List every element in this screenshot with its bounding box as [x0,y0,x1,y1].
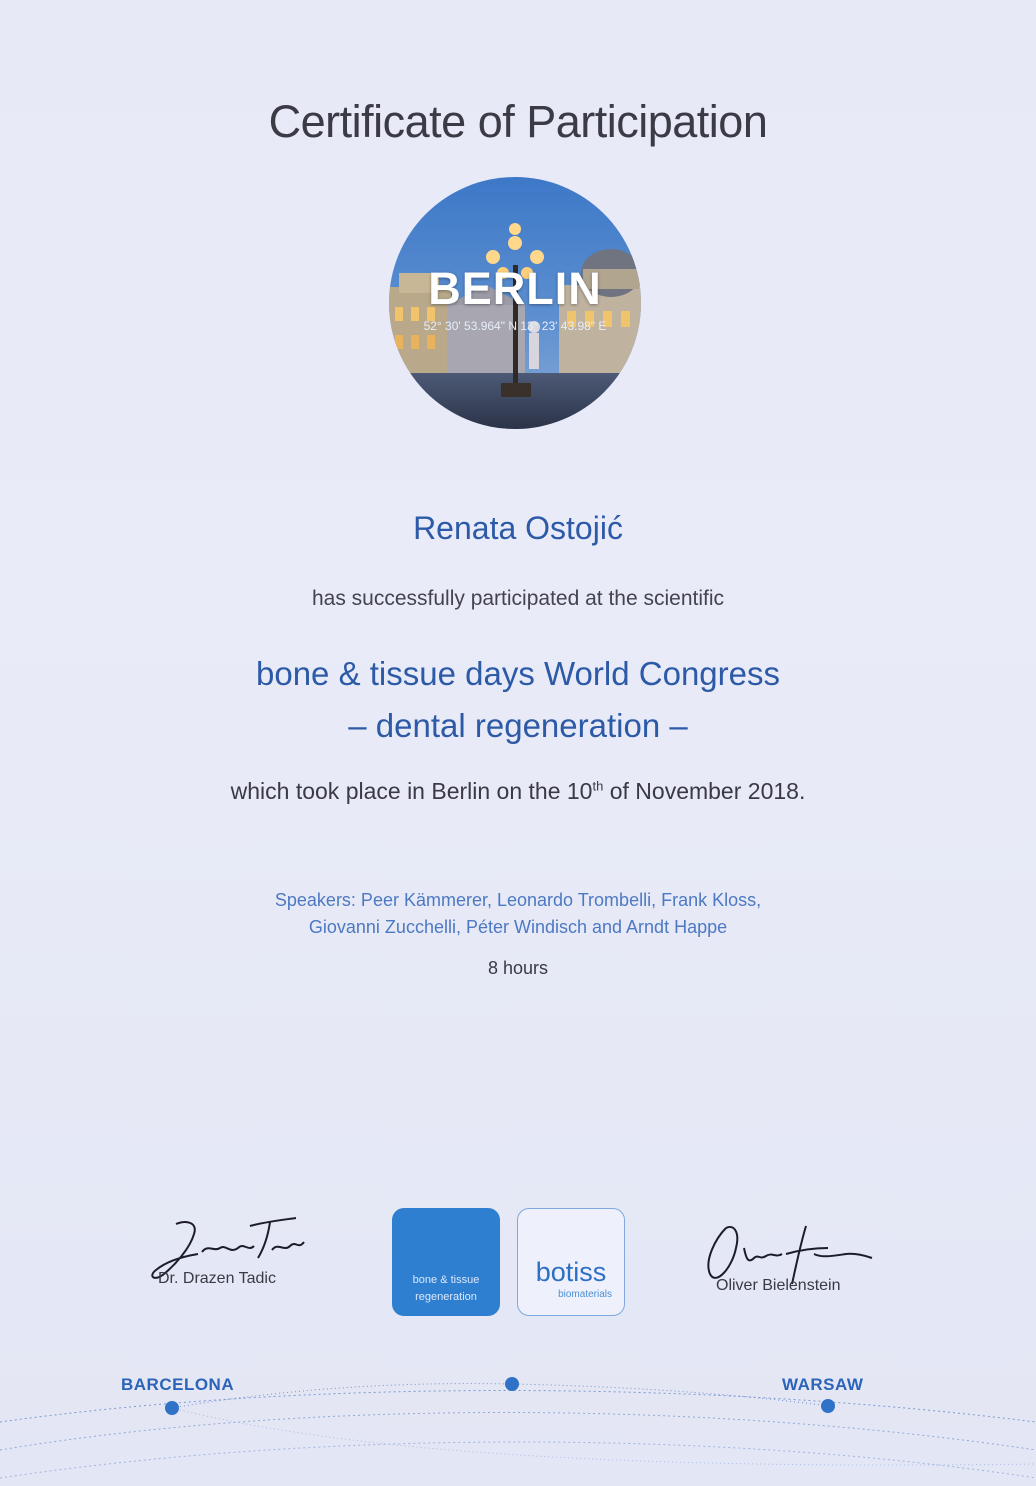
place-superscript: th [592,778,604,794]
signer-right-name: Oliver Bielenstein [716,1277,841,1294]
badge-coordinates: 52° 30' 53.964" N 13° 23' 43.98" E [423,319,607,333]
speakers-line1: Speakers: Peer Kämmerer, Leonardo Trombelli, Frank Kloss, [274,890,762,910]
botiss-logo-sub: biomaterials [558,1289,612,1300]
botiss-logo-name: botiss [535,1257,607,1287]
event-title-line2: – dental regeneration – [348,707,688,744]
participant-name: Renata Ostojić [413,510,623,546]
speakers-list [0,887,1036,941]
certificate-title: Certificate of Participation [268,96,768,147]
botiss-logo [517,1208,625,1316]
footer-dot-center [505,1377,519,1391]
place-text-end: of November 2018. [603,778,806,804]
event-title [0,648,1036,752]
bone-tissue-logo [392,1208,500,1316]
footer-dot-left [165,1401,179,1415]
footer-city-left: BARCELONA [121,1375,235,1394]
berlin-badge-image [389,177,641,429]
hours-label: 8 hours [487,958,549,978]
place-text: which took place in Berlin on the 10 [230,778,593,804]
bone-tissue-logo-text [392,1272,500,1306]
event-title-line1: bone & tissue days World Congress [256,655,780,692]
footer-dot-right [821,1399,835,1413]
badge-city-label: BERLIN [428,263,602,314]
footer-city-right: WARSAW [782,1375,864,1394]
bone-tissue-logo-line2: regeneration [415,1291,477,1303]
speakers-line2: Giovanni Zucchelli, Péter Windisch and Arndt Happe [308,917,728,937]
bone-tissue-logo-line1: bone & tissue [412,1274,480,1286]
signer-left-name: Dr. Drazen Tadic [158,1270,276,1287]
event-place-date [0,778,1036,805]
intro-text: has successfully participated at the scientific [311,587,725,610]
